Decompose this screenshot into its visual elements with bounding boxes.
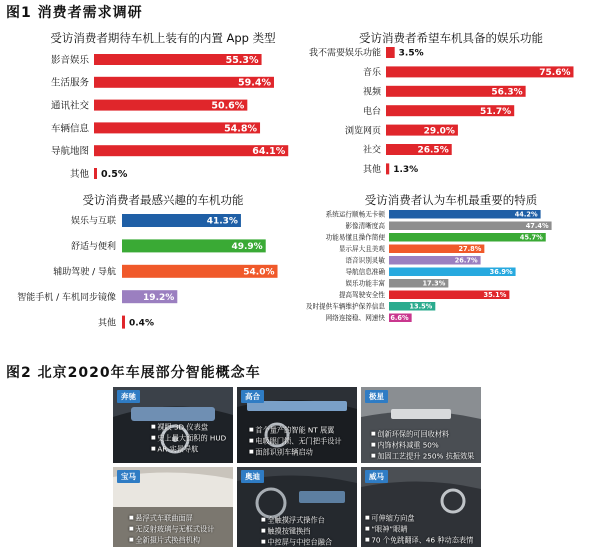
concept-car-panel-weltmeister [361,467,481,547]
data-label: 13.5% [409,302,433,311]
list-item: ■ 70 个免跳翻译、46 种动态表情 [365,535,473,546]
concept-car-panel-benz [113,387,233,463]
category-label: 娱乐功能丰富 [345,279,385,288]
brand-tag-audi: 奥迪 [241,470,264,483]
list-item: ■ AR 实景导航 [151,444,226,455]
data-label: 56.3% [491,87,523,98]
bmw-feature-list [129,513,214,545]
figure1-title: 图1 消费者需求调研 [6,5,143,21]
category-label: 辅助驾驶 / 导航 [53,267,116,278]
category-label: 我不需要娱乐功能 [308,48,381,59]
data-label: 54.8% [224,123,258,135]
category-label: 显示屏大且美观 [338,245,385,254]
list-item: ■ 无反射玻璃与无框式设计 [129,524,214,535]
list-item: ■ 史上最大面积的 HUD [151,433,226,444]
bar [94,168,97,179]
list-item: ■ 裸眼 3D 仪表盘 [151,422,226,433]
list-item: ■ 触摸按键换挡 [261,526,332,537]
category-label: 社交 [362,145,381,156]
polestar-feature-list [371,429,474,461]
data-label: 3.5% [398,48,424,59]
bar [122,316,125,329]
category-label: 生活服务 [50,77,89,89]
category-label: 系统运行顺畅无卡顿 [325,210,385,219]
chart3-title: 受访消费者最感兴趣的车机功能 [82,193,244,207]
category-label: 及时提供车辆维护保养信息 [305,302,385,311]
data-label: 54.0% [243,267,275,278]
data-label: 35.1% [483,291,507,300]
concept-car-panel-bmw [113,467,233,547]
data-label: 26.5% [417,145,449,156]
data-label: 6.6% [390,314,409,323]
category-label: 网络连接稳、网速快 [325,314,385,323]
category-label: 浏览网页 [344,126,381,137]
brand-tag-weltmeister: 威马 [365,470,388,483]
category-label: 其他 [69,168,89,180]
list-item: ■ “眼神”眼睛 [365,524,473,535]
figure2-title: 图2 北京2020年车展部分智能概念车 [6,365,261,381]
category-label: 其他 [97,318,116,329]
category-label: 音乐 [362,68,381,79]
data-label: 49.9% [231,242,263,253]
chart1-title: 受访消费者期待车机上装有的内置 App 类型 [50,31,276,45]
brand-tag-polestar: 极星 [365,390,388,403]
data-label: 55.3% [225,54,259,66]
data-label: 36.9% [489,268,513,277]
category-label: 导航地图 [50,146,89,158]
category-label: 语音识别灵敏 [345,256,385,265]
data-label: 75.6% [539,68,571,79]
data-label: 45.7% [519,233,543,242]
brand-tag-benz: 奔驰 [117,390,140,403]
concept-car-panel-audi [237,467,357,547]
list-item: ■ 首个量产的智能 NT 展翼 [249,425,342,436]
category-label: 提高驾驶安全性 [338,291,385,300]
data-label: 17.3% [422,279,446,288]
hiphi-feature-list [249,425,342,457]
brand-tag-bmw: 宝马 [117,470,140,483]
list-item: ■ 悬浮式车联曲面屏 [129,513,214,524]
data-label: 59.4% [238,77,271,89]
list-item: ■ 内饰材料减重 50% [371,440,474,451]
category-label: 舒适与便利 [70,242,116,253]
brand-tag-hiphi: 高合 [241,390,264,403]
list-item: ■ 加固工艺提升 250% 抗振效果 [371,451,474,462]
category-label: 智能手机 / 车机同步镜像 [17,292,116,303]
category-label: 电台 [362,106,381,117]
data-label: 0.4% [129,318,154,329]
category-label: 功能易懂且操作简便 [325,233,385,242]
list-item: ■ 全新摄片式换挡机构 [129,535,214,546]
category-label: 影像清晰度高 [345,222,385,231]
category-label: 车辆信息 [50,123,89,135]
data-label: 50.6% [211,100,245,112]
list-item: ■ 创新环保的可回收材料 [371,429,474,440]
category-label: 娱乐与互联 [70,216,116,227]
data-label: 44.2% [514,210,538,219]
bar [386,47,395,58]
data-label: 29.0% [423,126,455,137]
data-label: 47.4% [525,222,549,231]
weltmeister-feature-list [365,513,473,545]
category-label: 导航信息准确 [345,268,385,277]
benz-feature-list [151,422,226,454]
category-label: 视频 [362,87,381,98]
chart2-title: 受访消费者希望车机具备的娱乐功能 [359,31,543,45]
category-label: 通讯社交 [50,100,89,112]
data-label: 27.8% [458,245,482,254]
list-item: ■ 中控屏与中控台融合 [261,537,332,548]
data-label: 64.1% [252,146,286,158]
category-label: 其他 [362,165,381,176]
list-item: ■ 电吸眼门锁、无门把手设计 [249,436,342,447]
concept-car-panel-hiphi [237,387,357,463]
data-label: 0.5% [101,168,128,180]
list-item: ■ 面部识别车辆启动 [249,447,342,458]
data-label: 51.7% [479,106,512,117]
data-label: 19.2% [143,292,175,303]
concept-car-panel-polestar [361,387,481,463]
bar [386,163,389,174]
category-label: 影音娱乐 [50,54,89,66]
data-label: 1.3% [393,165,419,176]
data-label: 41.3% [206,216,238,227]
chart4-title: 受访消费者认为车机最重要的特质 [364,193,538,207]
audi-feature-list [261,515,332,547]
list-item: ■ 可伸缩方向盘 [365,513,473,524]
data-label: 26.7% [454,256,478,265]
list-item: ■ 全触摸浮式操作台 [261,515,332,526]
